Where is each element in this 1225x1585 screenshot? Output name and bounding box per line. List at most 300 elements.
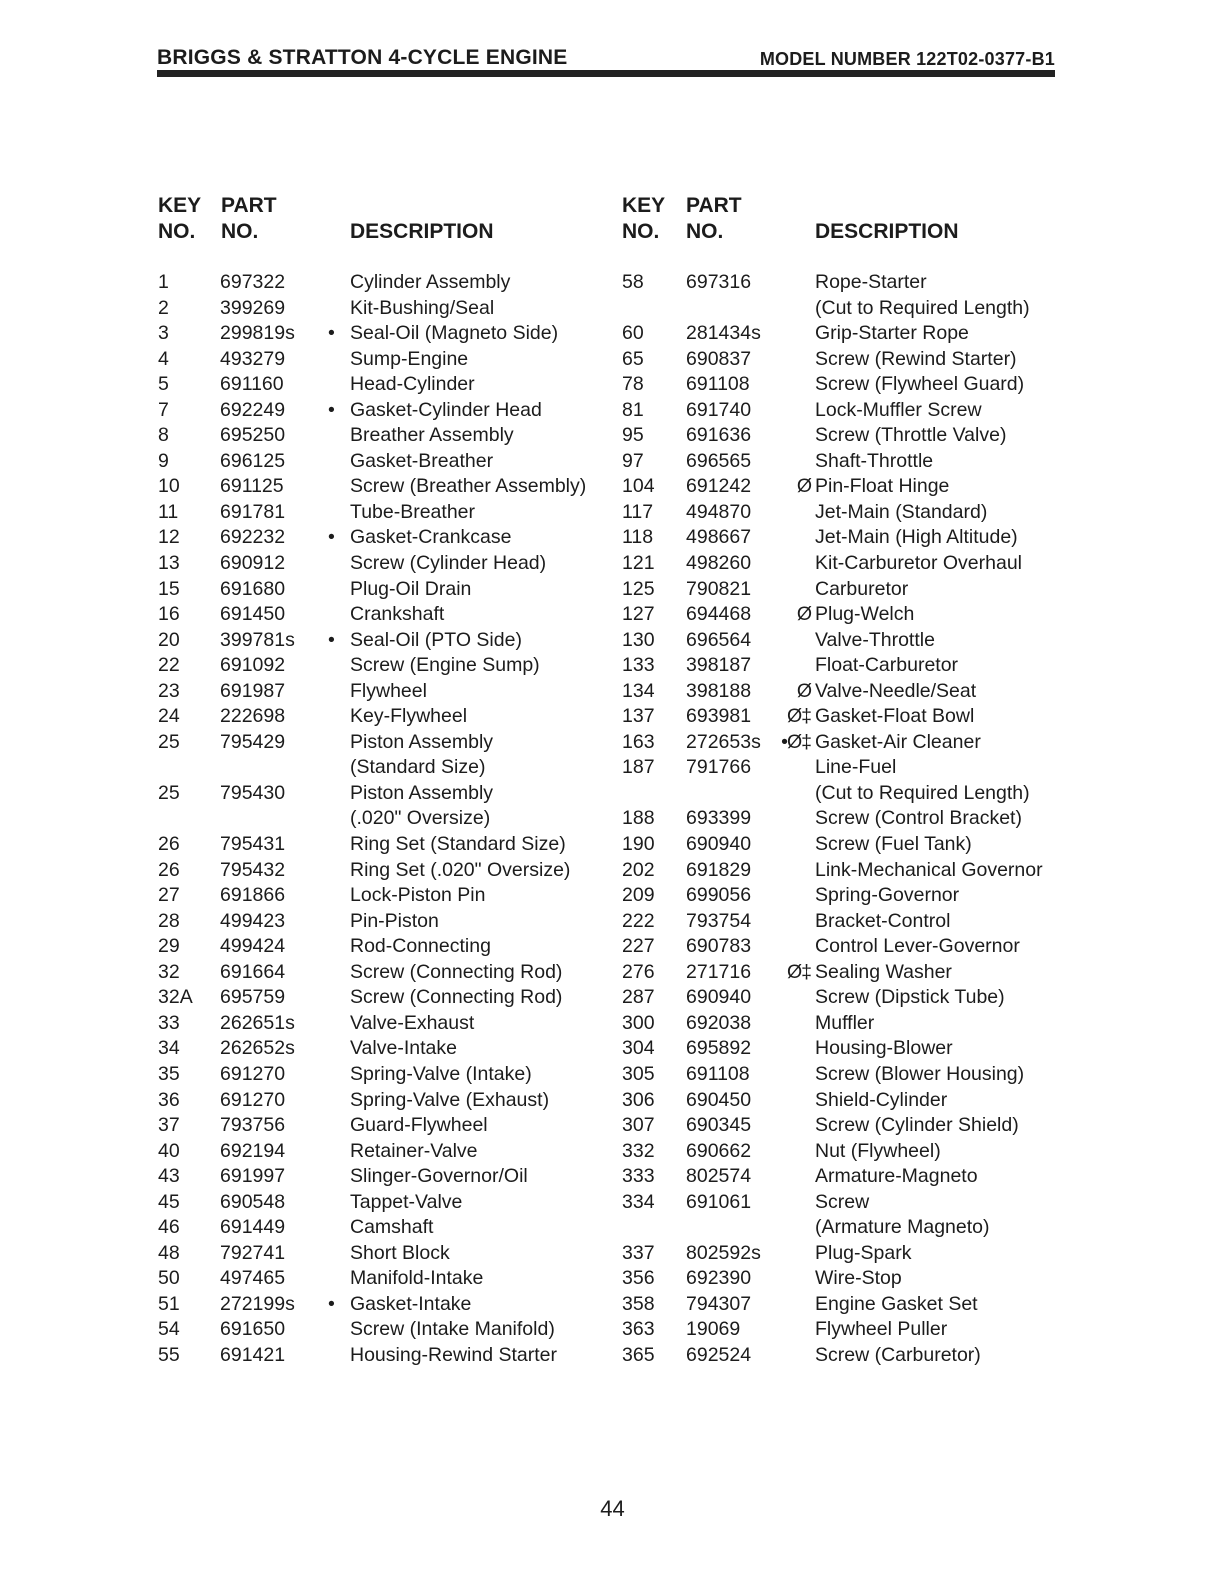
key-number: 20 [158, 628, 180, 651]
key-number: 12 [158, 526, 180, 549]
part-number: 693981 [686, 705, 752, 728]
part-number: 691450 [220, 603, 286, 626]
parts-row [158, 1292, 608, 1318]
key-number: 3 [158, 322, 169, 345]
parts-row [622, 398, 1062, 424]
part-description: Gasket-Cylinder Head [350, 398, 542, 421]
column-headers-left [158, 192, 608, 270]
part-description: Screw (Connecting Rod) [350, 986, 563, 1009]
key-number: 121 [622, 552, 655, 575]
part-description: Jet-Main (Standard) [815, 500, 988, 523]
part-number: 690450 [686, 1088, 752, 1111]
parts-row [158, 781, 608, 807]
parts-row [158, 985, 608, 1011]
parts-row [622, 1317, 1062, 1343]
key-number: 36 [158, 1088, 180, 1111]
part-description: Short Block [350, 1241, 450, 1264]
part-description: Kit-Carburetor Overhaul [815, 552, 1022, 575]
part-mark: • [328, 1292, 334, 1315]
part-number: 497465 [220, 1267, 286, 1290]
part-number: 795432 [220, 858, 286, 881]
part-number: 695892 [686, 1037, 752, 1060]
part-description: Nut (Flywheel) [815, 1139, 941, 1162]
part-number: 695759 [220, 986, 286, 1009]
parts-row [158, 909, 608, 935]
part-description: Housing-Blower [815, 1037, 953, 1060]
parts-row [158, 321, 608, 347]
parts-row [622, 1113, 1062, 1139]
part-number: 691987 [220, 679, 286, 702]
key-number: 26 [158, 858, 180, 881]
header-rule [157, 70, 1055, 77]
key-number: 25 [158, 781, 180, 804]
part-description: Gasket-Breather [350, 449, 494, 472]
document-title: BRIGGS & STRATTON 4-CYCLE ENGINE [157, 46, 568, 69]
key-number: 1 [158, 271, 169, 293]
part-description: Pin-Float Hinge [815, 475, 950, 498]
parts-row [158, 1011, 608, 1037]
key-number: 190 [622, 833, 655, 856]
key-number: 307 [622, 1114, 655, 1137]
parts-row [158, 806, 608, 832]
part-number: 692194 [220, 1139, 286, 1162]
part-description: Armature-Magneto [815, 1165, 978, 1188]
parts-row [622, 1343, 1062, 1369]
description-header: DESCRIPTION [350, 220, 494, 243]
part-number: 691108 [686, 1062, 750, 1085]
part-description: Grip-Starter Rope [815, 322, 969, 345]
key-number: 104 [622, 475, 655, 498]
part-description: Crankshaft [350, 603, 445, 626]
part-description: Plug-Oil Drain [350, 577, 472, 600]
part-description: Screw (Connecting Rod) [350, 960, 563, 983]
part-description: Manifold-Intake [350, 1267, 484, 1290]
parts-row [622, 1266, 1062, 1292]
parts-row [622, 296, 1062, 322]
part-description: Float-Carburetor [815, 654, 959, 677]
key-number: 300 [622, 1011, 655, 1034]
part-description: Gasket-Crankcase [350, 526, 512, 549]
part-description: Gasket-Intake [350, 1292, 472, 1315]
parts-row [622, 321, 1062, 347]
parts-row [158, 1266, 608, 1292]
part-number: 499423 [220, 909, 286, 932]
page-number: 44 [600, 1496, 625, 1521]
part-number: 691680 [220, 577, 286, 600]
key-number: 29 [158, 935, 180, 958]
part-description: Lock-Muffler Screw [815, 398, 982, 421]
part-description: Breather Assembly [350, 424, 514, 447]
part-description: Line-Fuel [815, 756, 897, 779]
parts-row [622, 704, 1062, 730]
part-description: Tappet-Valve [350, 1190, 463, 1213]
parts-row [622, 1062, 1062, 1088]
parts-row [622, 1164, 1062, 1190]
part-header-line1: PART [686, 194, 742, 217]
parts-row [622, 781, 1062, 807]
part-number: 691108 [686, 373, 750, 396]
key-number: 13 [158, 552, 180, 575]
part-description: Tube-Breather [350, 500, 476, 523]
parts-row [158, 704, 608, 730]
part-description: Valve-Needle/Seat [815, 679, 977, 702]
part-number: 802574 [686, 1165, 752, 1188]
key-number: 137 [622, 705, 655, 728]
key-number: 365 [622, 1343, 655, 1366]
part-description: Rod-Connecting [350, 935, 491, 958]
part-number: 690783 [686, 935, 752, 958]
key-number: 97 [622, 449, 644, 472]
parts-row [622, 525, 1062, 551]
key-number: 48 [158, 1241, 180, 1264]
parts-row [158, 602, 608, 628]
part-mark: Ø [796, 679, 811, 702]
part-number: 692038 [686, 1011, 752, 1034]
parts-row [158, 628, 608, 654]
part-number: 792741 [220, 1241, 286, 1264]
part-number: 690912 [220, 552, 286, 575]
part-description: Rope-Starter [815, 271, 927, 293]
part-number: 697322 [220, 271, 286, 293]
part-number: 690940 [686, 986, 752, 1009]
part-number: 262651s [220, 1011, 295, 1034]
parts-row [622, 934, 1062, 960]
key-number: 125 [622, 577, 655, 600]
part-number: 691650 [220, 1318, 286, 1341]
key-number: 45 [158, 1190, 180, 1213]
part-description: Gasket-Air Cleaner [815, 730, 981, 753]
parts-row [622, 832, 1062, 858]
parts-row [622, 1088, 1062, 1114]
parts-row [158, 474, 608, 500]
key-number: 334 [622, 1190, 655, 1213]
part-description: Ring Set (Standard Size) [350, 833, 566, 856]
parts-row [622, 806, 1062, 832]
parts-row [622, 909, 1062, 935]
part-mark: Ø [796, 475, 811, 498]
key-number: 187 [622, 756, 655, 779]
part-number: 691449 [220, 1216, 286, 1239]
parts-row [622, 602, 1062, 628]
parts-row [158, 1113, 608, 1139]
part-description: Retainer-Valve [350, 1139, 478, 1162]
part-header-line2: NO. [686, 220, 724, 243]
part-description: Jet-Main (High Altitude) [815, 526, 1018, 549]
key-number: 35 [158, 1062, 180, 1085]
part-description: Sump-Engine [350, 347, 469, 370]
key-number: 10 [158, 475, 180, 498]
part-description: Screw (Breather Assembly) [350, 475, 587, 498]
parts-row [158, 500, 608, 526]
part-description: Screw (Throttle Valve) [815, 424, 1007, 447]
parts-table-right [622, 192, 1062, 1369]
part-number: 795431 [220, 833, 286, 856]
parts-row [622, 1292, 1062, 1318]
part-description: Housing-Rewind Starter [350, 1343, 558, 1366]
key-number: 26 [158, 833, 180, 856]
key-number: 27 [158, 884, 180, 907]
part-description: Kit-Bushing/Seal [350, 296, 495, 319]
part-description: Key-Flywheel [350, 705, 468, 728]
key-header-line1: KEY [622, 194, 666, 217]
part-number: 690662 [686, 1139, 752, 1162]
key-number: 22 [158, 654, 180, 677]
parts-row [158, 423, 608, 449]
part-description: (Armature Magneto) [815, 1216, 990, 1239]
key-number: 333 [622, 1165, 655, 1188]
key-number: 337 [622, 1241, 655, 1264]
parts-row [622, 551, 1062, 577]
part-number: 691781 [220, 500, 286, 523]
part-number: 690837 [686, 347, 752, 370]
key-number: 209 [622, 884, 655, 907]
parts-row [622, 270, 1062, 296]
part-number: 793756 [220, 1114, 286, 1137]
part-description: Pin-Piston [350, 909, 439, 932]
part-number: 691421 [220, 1343, 286, 1366]
part-number: 695250 [220, 424, 286, 447]
part-number: 691664 [220, 960, 286, 983]
part-header-line2: NO. [221, 220, 259, 243]
parts-row [622, 960, 1062, 986]
part-description: Guard-Flywheel [350, 1114, 488, 1137]
part-number: 299819s [220, 322, 295, 345]
part-description: Lock-Piston Pin [350, 884, 486, 907]
parts-row [158, 934, 608, 960]
part-number: 791766 [686, 756, 752, 779]
key-number: 78 [622, 373, 644, 396]
part-description: (Cut to Required Length) [815, 296, 1030, 319]
part-description: Sealing Washer [815, 960, 952, 983]
parts-row [622, 577, 1062, 603]
part-description: Screw (Engine Sump) [350, 654, 540, 677]
key-number: 117 [622, 500, 654, 523]
key-number: 133 [622, 654, 655, 677]
part-number: 692524 [686, 1343, 752, 1366]
part-number: 694468 [686, 603, 752, 626]
parts-row [622, 1215, 1062, 1241]
part-number: 795429 [220, 730, 286, 753]
part-description: Valve-Intake [350, 1037, 457, 1060]
part-description: Seal-Oil (PTO Side) [350, 628, 522, 651]
key-number: 58 [622, 271, 644, 293]
key-number: 32 [158, 960, 180, 983]
part-number: 691125 [220, 475, 284, 498]
parts-row [158, 1190, 608, 1216]
part-number: 493279 [220, 347, 286, 370]
key-number: 65 [622, 347, 644, 370]
part-description: Cylinder Assembly [350, 271, 511, 293]
part-number: 692232 [220, 526, 286, 549]
key-number: 50 [158, 1267, 180, 1290]
key-number: 287 [622, 986, 655, 1009]
part-number: 272199s [220, 1292, 295, 1315]
part-number: 399781s [220, 628, 295, 651]
key-number: 222 [622, 909, 655, 932]
part-mark: • [328, 628, 334, 651]
parts-row [158, 1088, 608, 1114]
parts-row [158, 1036, 608, 1062]
key-number: 33 [158, 1011, 180, 1034]
part-header-line1: PART [221, 194, 277, 217]
part-description: Screw (Cylinder Shield) [815, 1114, 1019, 1137]
parts-row [622, 985, 1062, 1011]
part-number: 692390 [686, 1267, 752, 1290]
part-mark: • [328, 322, 334, 345]
key-number: 15 [158, 577, 180, 600]
part-number: 690940 [686, 833, 752, 856]
part-number: 399269 [220, 296, 286, 319]
part-description: Wire-Stop [815, 1267, 902, 1290]
part-number: 793754 [686, 909, 752, 932]
key-number: 202 [622, 858, 655, 881]
parts-row [622, 1190, 1062, 1216]
part-mark: Ø [796, 603, 811, 626]
part-description: Screw [815, 1190, 870, 1213]
parts-row [622, 372, 1062, 398]
part-mark: • [328, 526, 334, 549]
key-number: 51 [158, 1292, 180, 1315]
parts-row [158, 347, 608, 373]
key-number: 11 [158, 500, 179, 523]
parts-row [158, 1343, 608, 1369]
part-number: 398188 [686, 679, 752, 702]
key-number: 40 [158, 1139, 180, 1162]
parts-row [622, 1241, 1062, 1267]
part-number: 262652s [220, 1037, 295, 1060]
part-description: Screw (Rewind Starter) [815, 347, 1017, 370]
part-description: Screw (Control Bracket) [815, 807, 1022, 830]
part-number: 272653s [686, 730, 761, 753]
key-number: 130 [622, 628, 655, 651]
part-description: Screw (Intake Manifold) [350, 1318, 555, 1341]
part-description: Spring-Valve (Intake) [350, 1062, 532, 1085]
part-description: Valve-Throttle [815, 628, 935, 651]
key-number: 276 [622, 960, 655, 983]
key-header-line2: NO. [622, 220, 660, 243]
part-description: Piston Assembly [350, 781, 494, 804]
parts-row [158, 1139, 608, 1165]
key-number: 8 [158, 424, 169, 447]
part-description: Plug-Welch [815, 603, 915, 626]
part-number: 697316 [686, 271, 752, 293]
key-header-line2: NO. [158, 220, 196, 243]
part-number: 691829 [686, 858, 752, 881]
part-number: 691997 [220, 1165, 286, 1188]
part-description: Spring-Valve (Exhaust) [350, 1088, 550, 1111]
part-number: 692249 [220, 398, 286, 421]
key-number: 188 [622, 807, 655, 830]
parts-rows-left [158, 270, 608, 1369]
parts-row [158, 551, 608, 577]
part-number: 498260 [686, 552, 752, 575]
key-number: 163 [622, 730, 655, 753]
part-number: 19069 [686, 1318, 741, 1341]
parts-row [158, 1164, 608, 1190]
key-number: 37 [158, 1114, 180, 1137]
key-number: 28 [158, 909, 180, 932]
part-description: Engine Gasket Set [815, 1292, 978, 1315]
key-number: 46 [158, 1216, 180, 1239]
part-description: Camshaft [350, 1216, 434, 1239]
part-mark: Ø‡ [786, 960, 811, 983]
part-description: Plug-Spark [815, 1241, 912, 1264]
part-number: 794307 [686, 1292, 752, 1315]
part-number: 494870 [686, 500, 752, 523]
parts-table-left [158, 192, 608, 1369]
key-number: 95 [622, 424, 644, 447]
parts-row [158, 755, 608, 781]
part-number: 690345 [686, 1114, 752, 1137]
part-number: 691160 [220, 373, 284, 396]
parts-row [158, 296, 608, 322]
part-description: Screw (Blower Housing) [815, 1062, 1025, 1085]
parts-row [622, 1139, 1062, 1165]
part-number: 795430 [220, 781, 286, 804]
key-number: 332 [622, 1139, 655, 1162]
part-description: Control Lever-Governor [815, 935, 1020, 958]
parts-row [622, 449, 1062, 475]
key-number: 363 [622, 1318, 655, 1341]
parts-row [158, 858, 608, 884]
parts-row [622, 500, 1062, 526]
key-number: 358 [622, 1292, 655, 1315]
part-description: Seal-Oil (Magneto Side) [350, 322, 559, 345]
part-number: 802592s [686, 1241, 761, 1264]
part-description: Slinger-Governor/Oil [350, 1165, 528, 1188]
part-description: Gasket-Float Bowl [815, 705, 975, 728]
part-description: Shaft-Throttle [815, 449, 934, 472]
parts-row [158, 270, 608, 296]
parts-row [158, 1317, 608, 1343]
part-number: 693399 [686, 807, 752, 830]
part-description: Link-Mechanical Governor [815, 858, 1043, 881]
parts-row [158, 525, 608, 551]
parts-row [622, 1011, 1062, 1037]
part-description: Screw (Fuel Tank) [815, 833, 972, 856]
part-description: (Standard Size) [350, 756, 486, 779]
parts-row [158, 398, 608, 424]
part-number: 790821 [686, 577, 752, 600]
part-description: Ring Set (.020" Oversize) [350, 858, 571, 881]
parts-row [158, 679, 608, 705]
key-number: 9 [158, 449, 169, 472]
parts-row [158, 449, 608, 475]
part-description: Spring-Governor [815, 884, 960, 907]
key-number: 356 [622, 1267, 655, 1290]
part-description: (.020" Oversize) [350, 807, 491, 830]
key-number: 55 [158, 1343, 180, 1366]
part-number: 691740 [686, 398, 752, 421]
part-number: 691092 [220, 654, 286, 677]
parts-row [622, 474, 1062, 500]
key-number: 16 [158, 603, 180, 626]
part-mark: • [328, 398, 334, 421]
part-description: Bracket-Control [815, 909, 951, 932]
key-number: 2 [158, 296, 169, 319]
part-description: (Cut to Required Length) [815, 781, 1030, 804]
part-number: 691061 [686, 1190, 752, 1213]
parts-row [158, 832, 608, 858]
key-number: 7 [158, 398, 169, 421]
key-number: 4 [158, 347, 169, 370]
part-mark: Ø‡ [786, 705, 811, 728]
parts-row [622, 628, 1062, 654]
part-number: 696564 [686, 628, 752, 651]
key-number: 25 [158, 730, 180, 753]
page-header [157, 46, 1055, 82]
part-number: 691270 [220, 1062, 286, 1085]
